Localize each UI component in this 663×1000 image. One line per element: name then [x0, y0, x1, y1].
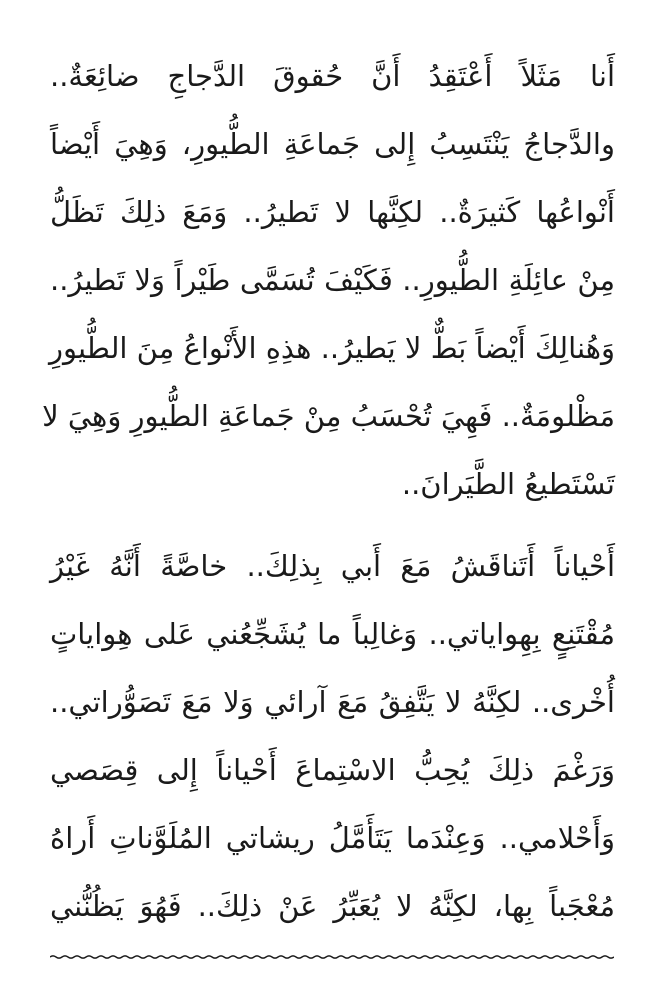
wavy-divider: [50, 952, 614, 962]
text-line: مَظْلومَةٌ.. فَهِيَ تُحْسَبُ مِنْ جَماعَةِ الطُّيورِ وَهِيَ لا: [42, 399, 615, 433]
text-line: أُخْرى.. لكِنَّهُ لا يَتَّفِقُ مَعَ آرائي وَلا مَعَ تَصَوُّراتي..: [50, 685, 615, 719]
text-line: وَرَغْمَ ذلِكَ يُحِبُّ الاسْتِماعَ أَحْياناً إِلى قِصَصي: [50, 753, 615, 787]
wavy-line-path: [50, 956, 614, 958]
text-line: وَأَحْلامي.. وَعِنْدَما يَتَأَمَّلُ ريشاتي المُلَوَّناتِ أَراهُ: [50, 821, 615, 855]
text-line: مُعْجَباً بِها، لكِنَّهُ لا يُعَبِّرُ عَنْ ذلِكَ.. فَهُوَ يَظُنُّني: [50, 889, 615, 923]
text-line: أَنا مَثَلاً أَعْتَقِدُ أَنَّ حُقوقَ الدَّجاجِ ضائِعَةٌ..: [50, 59, 615, 93]
paragraph-1: [42, 42, 615, 518]
text-line: والدَّجاجُ يَنْتَسِبُ إِلى جَماعَةِ الطُّيورِ، وَهِيَ أَيْضاً: [50, 127, 615, 161]
text-line: أَنْواعُها كَثيرَةٌ.. لكِنَّها لا تَطيرُ.. وَمَعَ ذلِكَ تَظَلُّ: [50, 195, 615, 229]
text-line: مُقْتَنِعٍ بِهِواياتي.. وَغالِباً ما يُشَجِّعُني عَلى هِواياتٍ: [50, 617, 615, 651]
text-line: أَحْياناً أَتَناقَشُ مَعَ أَبي بِذلِكَ.. خاصَّةً أَنَّهُ غَيْرُ: [50, 549, 615, 583]
paragraph-2: [50, 532, 615, 940]
text-line: تَسْتَطيعُ الطَّيَرانَ..: [401, 467, 615, 501]
text-line: وَهُنالِكَ أَيْضاً بَطٌّ لا يَطيرُ.. هذِهِ الأَنْواعُ مِنَ الطُّيورِ: [49, 331, 615, 365]
text-line: مِنْ عائِلَةِ الطُّيورِ.. فَكَيْفَ تُسَمَّى طَيْراً وَلا تَطيرُ..: [50, 263, 615, 297]
